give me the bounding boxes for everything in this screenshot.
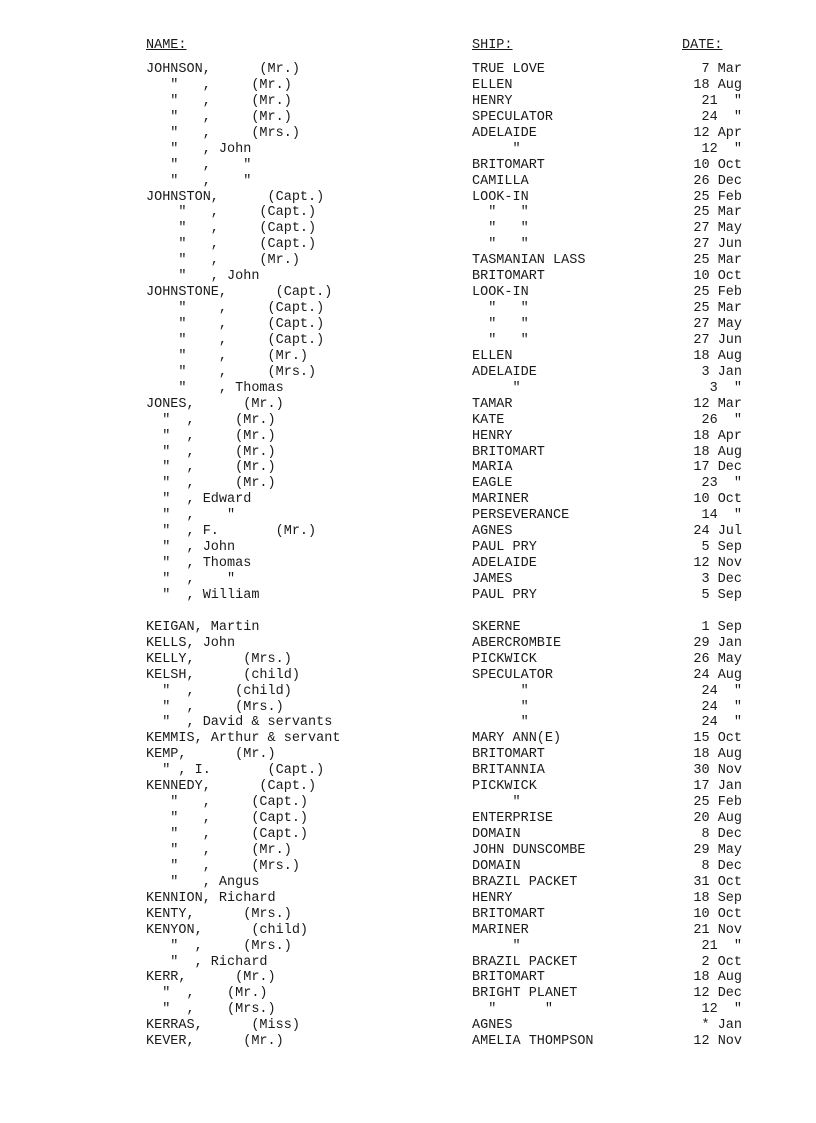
arrival-date: 24 " (701, 109, 742, 125)
passenger-name: " , (Mr.) (146, 77, 292, 93)
passenger-name: " , (child) (146, 683, 292, 699)
ship-name: DOMAIN (472, 858, 521, 874)
arrival-date: 10 Oct (693, 906, 742, 922)
ship-name: ADELAIDE (472, 125, 537, 141)
ship-name: " (472, 699, 529, 715)
ship-name: ELLEN (472, 348, 513, 364)
passenger-name: " , John (146, 269, 260, 285)
arrival-date: 21 " (701, 93, 742, 109)
passenger-name: " , " (146, 508, 236, 524)
table-row (0, 142, 816, 158)
passenger-name: " , (Mr.) (146, 444, 276, 460)
table-row (0, 715, 816, 731)
passenger-name: KERRAS, (Miss) (146, 1018, 300, 1034)
passenger-name: KENTY, (Mrs.) (146, 906, 292, 922)
passenger-name: KELSH, (child) (146, 667, 300, 683)
table-row (0, 126, 816, 142)
passenger-name: KELLS, John (146, 635, 236, 651)
arrival-date: 12 Mar (693, 396, 742, 412)
passenger-name: KENYON, (child) (146, 922, 309, 938)
table-row (0, 540, 816, 556)
passenger-name: " , (Mrs.) (146, 858, 300, 874)
ship-name: HENRY (472, 93, 513, 109)
passenger-name: " , Edward (146, 492, 252, 508)
arrival-date: 21 " (701, 938, 742, 954)
table-row (0, 190, 816, 206)
arrival-date: 24 " (701, 699, 742, 715)
arrival-date: 18 Aug (693, 747, 742, 763)
ship-name: " (472, 141, 521, 157)
arrival-date: 27 Jun (693, 332, 742, 348)
table-row (0, 269, 816, 285)
table-row (0, 508, 816, 524)
header-date: DATE: (682, 38, 723, 53)
ship-name: CAMILLA (472, 173, 529, 189)
table-row (0, 445, 816, 461)
table-row (0, 795, 816, 811)
header-ship: SHIP: (472, 38, 513, 53)
table-row (0, 652, 816, 668)
passenger-name: KERR, (Mr.) (146, 970, 276, 986)
ship-name: BRITOMART (472, 970, 545, 986)
column-headers (0, 38, 816, 56)
ship-name: PAUL PRY (472, 587, 537, 603)
arrival-date: 14 " (701, 508, 742, 524)
table-row (0, 1034, 816, 1050)
table-row (0, 397, 816, 413)
arrival-date: 1 Sep (701, 619, 742, 635)
table-row (0, 859, 816, 875)
ship-name: ELLEN (472, 77, 513, 93)
passenger-name: " , (Mr.) (146, 348, 309, 364)
passenger-name: " , (Mr.) (146, 460, 276, 476)
arrival-date: 20 Aug (693, 811, 742, 827)
ship-name: " (472, 795, 521, 811)
passenger-name: " , (Mr.) (146, 253, 300, 269)
table-row (0, 636, 816, 652)
table-row (0, 970, 816, 986)
table-row (0, 955, 816, 971)
ship-name: " (472, 380, 521, 396)
ship-name: PAUL PRY (472, 540, 537, 556)
arrival-date: 24 " (701, 683, 742, 699)
passenger-name: " , (Mrs.) (146, 699, 284, 715)
arrival-date: 10 Oct (693, 269, 742, 285)
arrival-date: 27 Jun (693, 237, 742, 253)
arrival-date: 2 Oct (701, 954, 742, 970)
ship-name: BRITOMART (472, 747, 545, 763)
arrival-date: 8 Dec (701, 858, 742, 874)
ship-name: SKERNE (472, 619, 521, 635)
ship-name: HENRY (472, 890, 513, 906)
ship-name: HENRY (472, 428, 513, 444)
passenger-name: KENNEDY, (Capt.) (146, 779, 317, 795)
ship-name: PICKWICK (472, 651, 537, 667)
arrival-date: 23 " (701, 476, 742, 492)
ship-name: BRAZIL PACKET (472, 874, 578, 890)
arrival-date: 24 " (701, 715, 742, 731)
passenger-name: " , (Capt.) (146, 811, 309, 827)
passenger-name: JONES, (Mr.) (146, 396, 284, 412)
table-row (0, 205, 816, 221)
arrival-date: 25 Feb (693, 285, 742, 301)
arrival-date: 21 Nov (693, 922, 742, 938)
table-row (0, 349, 816, 365)
arrival-date: 12 Nov (693, 1034, 742, 1050)
arrival-date: 25 Mar (693, 253, 742, 269)
ship-name: " " (472, 221, 529, 237)
passenger-name: " , (Capt.) (146, 332, 325, 348)
passenger-name: JOHNSON, (Mr.) (146, 62, 300, 77)
passenger-name: " , (Capt.) (146, 205, 317, 221)
table-row (0, 301, 816, 317)
passenger-name: " , (Mr.) (146, 93, 292, 109)
passenger-name: KEVER, (Mr.) (146, 1034, 284, 1050)
passenger-name: " , " (146, 572, 236, 587)
arrival-date: 18 Aug (693, 444, 742, 460)
arrival-date: 18 Aug (693, 348, 742, 364)
ship-name: " " (472, 301, 529, 317)
passenger-name: " , (Capt.) (146, 221, 317, 237)
passenger-name: " , Thomas (146, 556, 252, 572)
arrival-date: 25 Mar (693, 301, 742, 317)
table-row (0, 779, 816, 795)
table-row (0, 285, 816, 301)
passenger-name: KEMMIS, Arthur & servant (146, 731, 341, 747)
ship-name: MARINER (472, 492, 529, 508)
passenger-name: " , John (146, 540, 236, 556)
arrival-date: 27 May (693, 221, 742, 237)
table-row (0, 1018, 816, 1034)
arrival-date: 5 Sep (701, 587, 742, 603)
table-row (0, 110, 816, 126)
ship-name: BRITOMART (472, 157, 545, 173)
ship-name: MARY ANN(E) (472, 731, 562, 747)
ship-name: SPECULATOR (472, 109, 554, 125)
table-row (0, 875, 816, 891)
ship-name: " " (472, 237, 529, 253)
table-row (0, 907, 816, 923)
arrival-date: * Jan (701, 1018, 742, 1034)
passenger-name: " , David & servants (146, 715, 333, 731)
passenger-name: " , (Mr.) (146, 428, 276, 444)
ship-name: DOMAIN (472, 827, 521, 842)
table-row (0, 731, 816, 747)
table-row (0, 811, 816, 827)
ship-name: LOOK-IN (472, 285, 529, 301)
passenger-name: " , F. (Mr.) (146, 524, 317, 540)
arrival-date: 12 " (701, 1002, 742, 1018)
passenger-name: " , (Mr.) (146, 842, 292, 858)
table-row (0, 1002, 816, 1018)
passenger-name: " , (Mrs.) (146, 364, 317, 380)
table-row (0, 620, 816, 636)
ship-name: " (472, 683, 529, 699)
arrival-date: 12 Nov (693, 556, 742, 572)
arrival-date: 12 " (701, 141, 742, 157)
arrival-date: 26 " (701, 412, 742, 428)
passenger-name: KEMP, (Mr.) (146, 747, 276, 763)
arrival-date: 10 Oct (693, 492, 742, 508)
table-row (0, 158, 816, 174)
table-row (0, 365, 816, 381)
passenger-name: KEIGAN, Martin (146, 619, 260, 635)
table-row (0, 413, 816, 429)
table-row (0, 827, 816, 843)
ship-name: AGNES (472, 1018, 513, 1034)
ship-name: MARINER (472, 922, 529, 938)
ship-name: MARIA (472, 460, 513, 476)
ship-name: " " (472, 205, 529, 221)
ship-name: TASMANIAN LASS (472, 253, 586, 269)
arrival-date: 7 Mar (701, 62, 742, 77)
table-row (0, 524, 816, 540)
table-row (0, 747, 816, 763)
table-row (0, 939, 816, 955)
passenger-name: " , (Mrs.) (146, 1002, 276, 1018)
ship-name: JOHN DUNSCOMBE (472, 842, 586, 858)
table-row (0, 429, 816, 445)
table-row (0, 604, 816, 620)
table-row (0, 668, 816, 684)
ship-name: BRITOMART (472, 269, 545, 285)
passenger-name: " , " (146, 173, 252, 189)
ship-name: ADELAIDE (472, 364, 537, 380)
ship-name: BRITOMART (472, 444, 545, 460)
ship-name: AGNES (472, 524, 513, 540)
ship-name: " " (472, 317, 529, 332)
arrival-date: 17 Dec (693, 460, 742, 476)
arrival-date: 12 Apr (693, 125, 742, 141)
passenger-name: " , Richard (146, 954, 268, 970)
passenger-name: " , (Capt.) (146, 795, 309, 811)
passenger-name: " , Thomas (146, 380, 284, 396)
passenger-list (0, 62, 816, 1050)
passenger-name: " , (Mrs.) (146, 938, 292, 954)
table-row (0, 333, 816, 349)
ship-name: KATE (472, 412, 505, 428)
arrival-date: 12 Dec (693, 986, 742, 1002)
arrival-date: 27 May (693, 317, 742, 332)
arrival-date: 26 May (693, 651, 742, 667)
passenger-name: JOHNSTON, (Capt.) (146, 189, 325, 205)
passenger-name: " , William (146, 587, 260, 603)
ship-name: BRIGHT PLANET (472, 986, 578, 1002)
ship-name: ENTERPRISE (472, 811, 554, 827)
passenger-name: " , (Capt.) (146, 827, 309, 842)
arrival-date: 10 Oct (693, 157, 742, 173)
ship-name: BRITANNIA (472, 763, 545, 779)
passenger-name: " , (Mr.) (146, 412, 276, 428)
passenger-name: " , I. (Capt.) (146, 763, 325, 779)
table-row (0, 684, 816, 700)
arrival-date: 15 Oct (693, 731, 742, 747)
table-row (0, 460, 816, 476)
passenger-name: JOHNSTONE, (Capt.) (146, 285, 333, 301)
arrival-date: 3 Dec (701, 572, 742, 587)
table-row (0, 237, 816, 253)
ship-name: ADELAIDE (472, 556, 537, 572)
passenger-name: " , Angus (146, 874, 260, 890)
arrival-date: 8 Dec (701, 827, 742, 842)
passenger-name: " , (Capt.) (146, 317, 325, 332)
table-row (0, 588, 816, 604)
table-row (0, 763, 816, 779)
ship-name: JAMES (472, 572, 513, 587)
table-row (0, 476, 816, 492)
ship-name: " (472, 715, 529, 731)
arrival-date: 18 Apr (693, 428, 742, 444)
passenger-name: " , (Capt.) (146, 301, 325, 317)
passenger-name: " , (Mr.) (146, 476, 276, 492)
arrival-date: 25 Mar (693, 205, 742, 221)
table-row (0, 78, 816, 94)
passenger-name: KENNION, Richard (146, 890, 276, 906)
ship-name: " " (472, 1002, 554, 1018)
table-row (0, 492, 816, 508)
arrival-date: 5 Sep (701, 540, 742, 556)
table-row (0, 62, 816, 78)
table-row (0, 253, 816, 269)
arrival-date: 18 Aug (693, 970, 742, 986)
arrival-date: 24 Aug (693, 667, 742, 683)
ship-name: TRUE LOVE (472, 62, 545, 77)
passenger-name: " , (Mrs.) (146, 125, 300, 141)
ship-name: " " (472, 332, 529, 348)
arrival-date: 25 Feb (693, 189, 742, 205)
arrival-date: 31 Oct (693, 874, 742, 890)
table-row (0, 556, 816, 572)
arrival-date: 24 Jul (693, 524, 742, 540)
table-row (0, 381, 816, 397)
arrival-date: 25 Feb (693, 795, 742, 811)
passenger-name: " , John (146, 141, 252, 157)
ship-name: PERSEVERANCE (472, 508, 570, 524)
table-row (0, 986, 816, 1002)
ship-name: BRITOMART (472, 906, 545, 922)
table-row (0, 923, 816, 939)
passenger-name: " , " (146, 157, 252, 173)
ship-name: BRAZIL PACKET (472, 954, 578, 970)
table-row (0, 221, 816, 237)
ship-name: PICKWICK (472, 779, 537, 795)
table-row (0, 174, 816, 190)
ship-name: ABERCROMBIE (472, 635, 562, 651)
passenger-name: " , (Mr.) (146, 986, 268, 1002)
ship-name: SPECULATOR (472, 667, 554, 683)
passenger-name: KELLY, (Mrs.) (146, 651, 292, 667)
arrival-date: 18 Aug (693, 77, 742, 93)
ship-name: TAMAR (472, 396, 513, 412)
table-row (0, 891, 816, 907)
arrival-date: 3 Jan (701, 364, 742, 380)
table-row (0, 700, 816, 716)
ship-name: " (472, 938, 521, 954)
passenger-name: " , (Mr.) (146, 109, 292, 125)
arrival-date: 30 Nov (693, 763, 742, 779)
arrival-date: 3 " (709, 380, 742, 396)
table-row (0, 317, 816, 333)
arrival-date: 17 Jan (693, 779, 742, 795)
table-row (0, 572, 816, 588)
table-row (0, 843, 816, 859)
ship-name: LOOK-IN (472, 189, 529, 205)
arrival-date: 29 May (693, 842, 742, 858)
ship-name: EAGLE (472, 476, 513, 492)
table-row (0, 94, 816, 110)
ship-name: AMELIA THOMPSON (472, 1034, 594, 1050)
passenger-name: " , (Capt.) (146, 237, 317, 253)
arrival-date: 26 Dec (693, 173, 742, 189)
arrival-date: 29 Jan (693, 635, 742, 651)
arrival-date: 18 Sep (693, 890, 742, 906)
header-name: NAME: (146, 38, 187, 53)
